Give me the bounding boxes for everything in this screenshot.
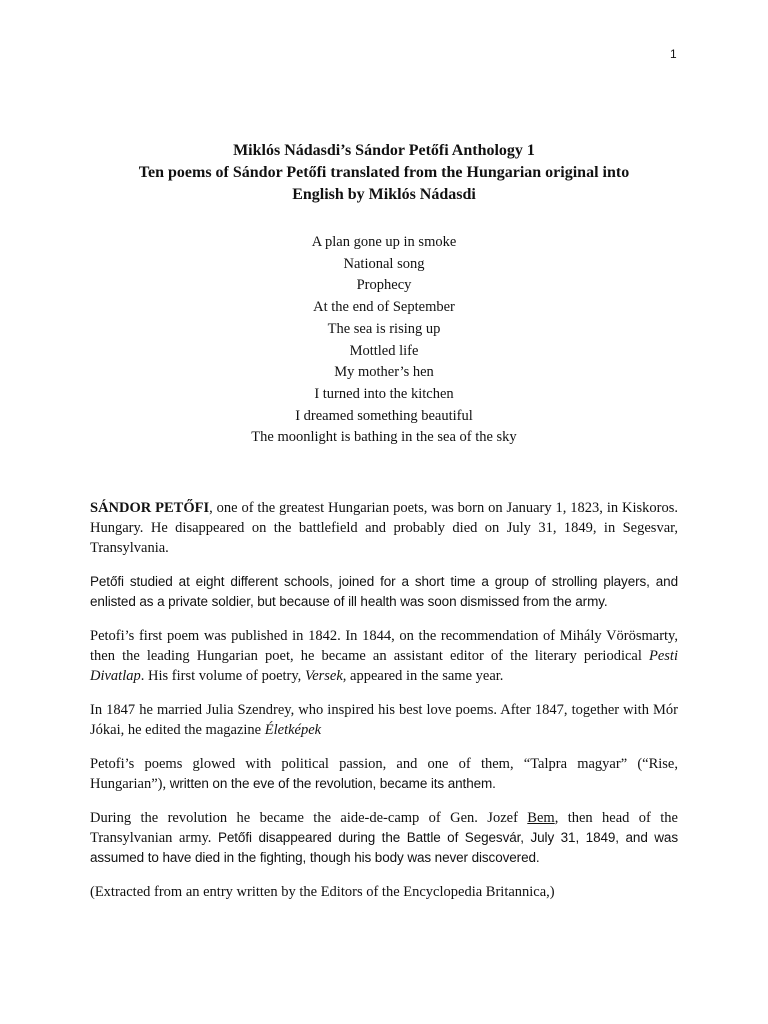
poem-title: The moonlight is bathing in the sea of the sky [251, 429, 517, 446]
poem-title: My mother’s hen [334, 364, 434, 381]
document-title [0, 140, 768, 206]
bio-paragraph-6 [90, 808, 678, 868]
bio-paragraph-2: Petőfi studied at eight different schools, joined for a short time a group of strolling players, and enlisted as a private soldier, but because of ill health was soon dismissed from the army. [90, 574, 678, 609]
bio-text: Petőfi disappeared during the Battle of Segesvár, July 31, 1849, and was assumed to have died in the fighting, though his body was never discovered. [90, 830, 678, 865]
poet-name: SÁNDOR PETŐFI [90, 500, 210, 516]
poem-title: A plan gone up in smoke [311, 234, 457, 250]
bio-text: In 1847 he married Julia Szendrey, who inspired his best love poems. After 1847, together with Mór Jókai, he edited the magazine [90, 702, 678, 738]
bio-paragraph-4 [90, 700, 678, 740]
poem-title: Mottled life [349, 342, 419, 359]
bio-text: written on the eve of the revolution, became its anthem. [169, 776, 496, 791]
bio-text: appeared in the same year. [346, 668, 504, 684]
poem-list [0, 232, 768, 449]
title-line-3: English by Miklós Nádasdi [292, 186, 476, 203]
bio-text: During the revolution he became the aide-de-camp of Gen. Jozef [90, 810, 528, 826]
poem-title: Prophecy [356, 277, 412, 294]
bio-text: , then head of the Transylvanian army. [90, 810, 678, 846]
title-line-2: Ten poems of Sándor Petőfi translated from the Hungarian original into [138, 164, 630, 181]
bio-text: . His first volume of poetry, [140, 668, 305, 684]
page-number: 1 [670, 47, 677, 61]
book-title: Versek, [304, 668, 347, 684]
poem-title: National song [343, 255, 425, 272]
title-line-1: Miklós Nádasdi’s Sándor Petőfi Anthology 1 [233, 142, 535, 159]
bio-paragraph-1 [90, 498, 678, 558]
bio-paragraph-5 [90, 754, 678, 794]
poem-title: The sea is rising up [327, 320, 441, 337]
bio-text: Petofi’s first poem was published in 1842. In 1844, on the recommendation of Mihály Vörösmarty, then the leading Hungarian poet, he became an assistant editor of the literary periodical [90, 628, 678, 664]
bio-text: , one of the greatest Hungarian poets, was born on January 1, 1823, in Kiskoros. Hungary. He disappeared on the battlefield and probably died on July 31, 1849, in Segesvar, Transylvania. [90, 500, 678, 556]
magazine-title: Életképek [264, 722, 322, 738]
bem-link[interactable]: Bem [527, 810, 555, 826]
poem-title: At the end of September [313, 299, 455, 316]
biography [90, 498, 678, 916]
poem-title: I turned into the kitchen [314, 385, 454, 402]
periodical-title: Pesti Divatlap [90, 648, 678, 684]
source-note: (Extracted from an entry written by the Editors of the Encyclopedia Britannica,) [90, 884, 555, 900]
bio-paragraph-3 [90, 626, 678, 686]
bio-text: Petofi’s poems glowed with political passion, and one of them, “Talpra magyar” (“Rise, Hungarian”), [90, 756, 678, 792]
poem-title: I dreamed something beautiful [295, 407, 473, 424]
